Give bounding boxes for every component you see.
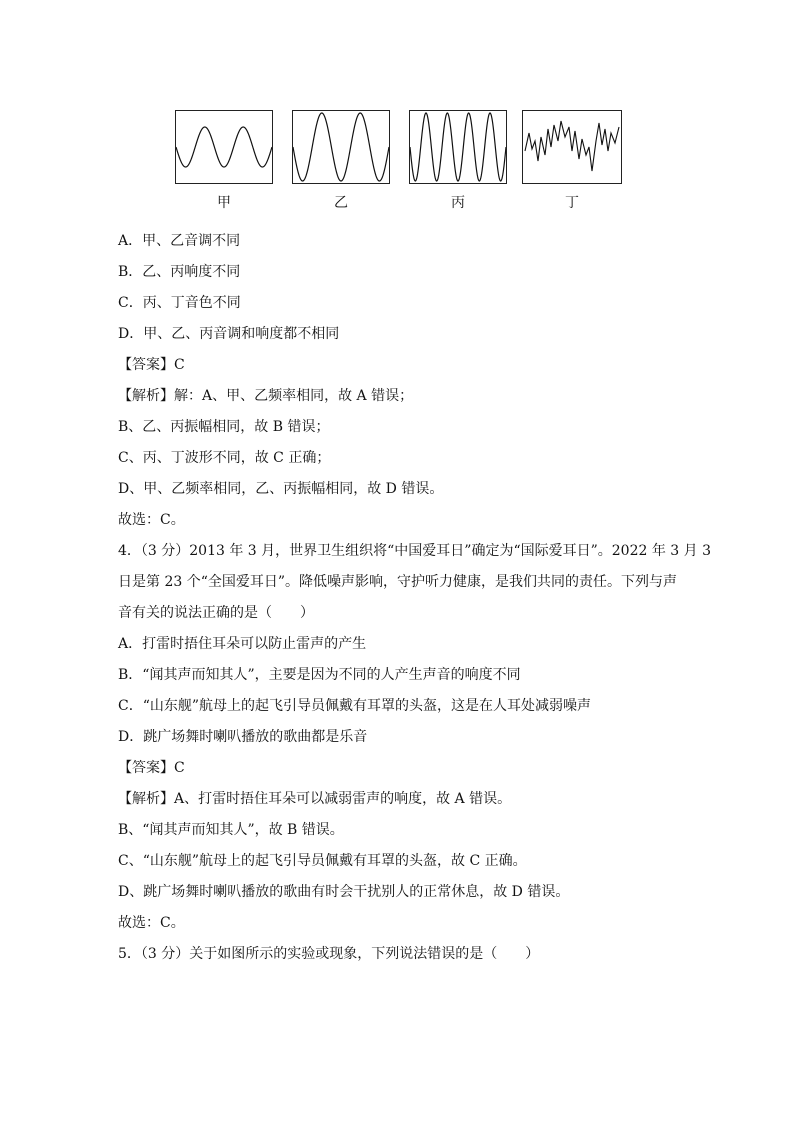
q4-stem-line: 日是第 23 个“全国爱耳日”。降低噪声影响，守护听力健康，是我们共同的责任。下列与声 — [118, 574, 678, 590]
q3-answer: 【答案】C — [118, 357, 185, 373]
q5-stem: 5．（3 分）关于如图所示的实验或现象，下列说法错误的是（ ） — [118, 946, 540, 962]
waveform-bing-curve — [410, 113, 506, 181]
figure-label-bing: 丙 — [451, 195, 465, 211]
waveform-jia-curve — [176, 127, 272, 167]
waveform-yi — [292, 110, 390, 184]
figure-label-yi: 乙 — [334, 195, 348, 211]
waveform-ding-curve — [525, 121, 619, 171]
waveform-jia — [175, 110, 273, 184]
q3-analysis-line: D、甲、乙频率相同，乙、丙振幅相同，故 D 错误。 — [118, 481, 444, 497]
q3-final-choice: 故选：C。 — [118, 512, 185, 528]
document-body — [118, 226, 712, 970]
q4-option-c: C．“山东舰”航母上的起飞引导员佩戴有耳罩的头盔，这是在人耳处减弱噪声 — [118, 698, 592, 714]
q3-analysis-line: 【解析】解：A、甲、乙频率相同，故 A 错误； — [118, 388, 414, 404]
q4-analysis-line: 【解析】A、打雷时捂住耳朵可以减弱雷声的响度，故 A 错误。 — [118, 791, 512, 807]
q4-option-d: D．跳广场舞时喇叭播放的歌曲都是乐音 — [118, 729, 368, 745]
q3-option-b: B．乙、丙响度不同 — [118, 264, 241, 280]
waveform-ding — [522, 110, 622, 184]
q3-analysis-line: B、乙、丙振幅相同，故 B 错误； — [118, 419, 330, 435]
q3-option-d: D．甲、乙、丙音调和响度都不相同 — [118, 326, 340, 342]
figure-label-jia: 甲 — [217, 195, 231, 211]
q3-option-c: C．丙、丁音色不同 — [118, 295, 241, 311]
q4-answer: 【答案】C — [118, 760, 185, 776]
waveform-figures — [0, 104, 794, 214]
figure-label-ding: 丁 — [565, 195, 579, 211]
q3-analysis-line: C、丙、丁波形不同，故 C 正确； — [118, 450, 331, 466]
waveform-yi-curve — [293, 113, 389, 181]
q4-option-b: B．“闻其声而知其人”，主要是因为不同的人产生声音的响度不同 — [118, 667, 521, 683]
q4-analysis-line: B、“闻其声而知其人”，故 B 错误。 — [118, 822, 344, 838]
waveform-jia-graph — [176, 111, 272, 183]
waveform-bing — [409, 110, 507, 184]
waveform-ding-graph — [523, 111, 621, 183]
q3-option-a: A．甲、乙音调不同 — [118, 233, 241, 249]
q4-analysis-line: D、跳广场舞时喇叭播放的歌曲有时会干扰别人的正常休息，故 D 错误。 — [118, 884, 570, 900]
q4-analysis-line: C、“山东舰”航母上的起飞引导员佩戴有耳罩的头盔，故 C 正确。 — [118, 853, 527, 869]
q4-final-choice: 故选：C。 — [118, 915, 185, 931]
waveform-bing-graph — [410, 111, 506, 183]
waveform-yi-graph — [293, 111, 389, 183]
q4-option-a: A．打雷时捂住耳朵可以防止雷声的产生 — [118, 636, 367, 652]
q4-stem-line: 4．（3 分）2013 年 3 月，世界卫生组织将“中国爱耳日”确定为“国际爱耳日”。2022 年 3 月 3 — [118, 543, 712, 559]
q4-stem-line: 音有关的说法正确的是（ ） — [118, 605, 314, 621]
